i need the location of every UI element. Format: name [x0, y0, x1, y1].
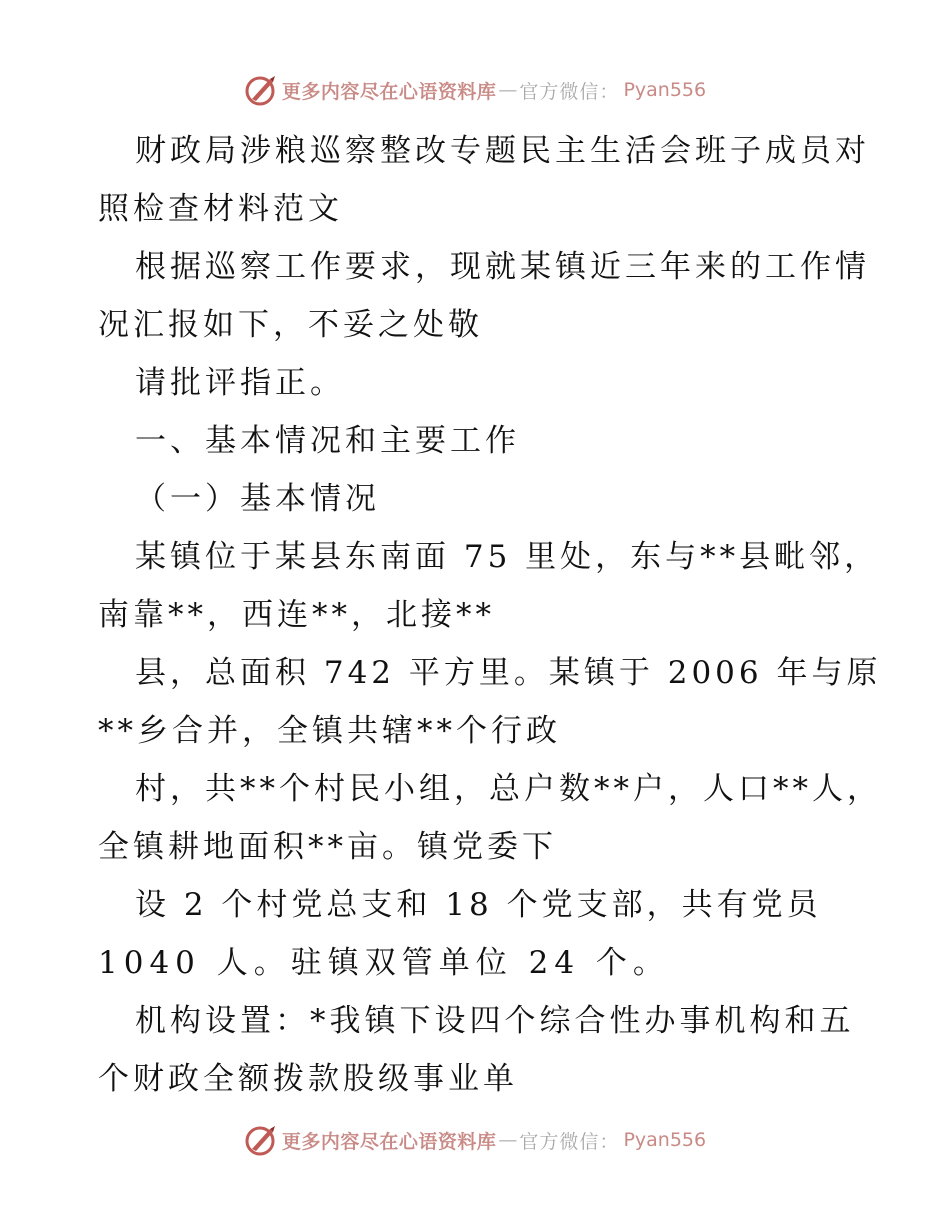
- document-body: [98, 122, 888, 1108]
- body-line: 1040 人。驻镇双管单位 24 个。: [98, 945, 670, 981]
- document-title-line-2: 照检查材料范文: [98, 191, 343, 227]
- body-line: 请批评指正。: [135, 365, 345, 401]
- banner-brand-text: 更多内容尽在心语资料库: [281, 1130, 497, 1153]
- subsection-heading: （一）基本情况: [135, 481, 380, 517]
- body-line: 全镇耕地面积**亩。镇党委下: [98, 829, 557, 865]
- body-line: 县，总面积 742 平方里。某镇于 2006 年与原: [135, 655, 882, 691]
- quill-logo-icon: [244, 73, 278, 107]
- banner-dash: —: [498, 79, 518, 101]
- body-line: 机构设置：*我镇下设四个综合性办事机构和五: [135, 1003, 855, 1039]
- body-line: **乡合并，全镇共辖**个行政: [98, 713, 561, 749]
- body-line: 村，共**个村民小组，总户数**户，人口**人，: [135, 771, 882, 807]
- body-line: 根据巡察工作要求，现就某镇近三年来的工作情: [135, 249, 870, 285]
- banner-dash: —: [498, 1129, 518, 1151]
- body-line: 南靠**，西连**，北接**: [98, 597, 495, 633]
- document-title-line-1: 财政局涉粮巡察整改专题民主生活会班子成员对: [135, 133, 870, 169]
- body-line: 个财政全额拨款股级事业单: [98, 1061, 518, 1097]
- quill-logo-icon: [244, 1123, 278, 1157]
- footer-watermark-banner: [0, 1120, 950, 1160]
- banner-wechat-id: Pyan556: [623, 79, 707, 101]
- banner-wechat-label: 官方微信：: [519, 80, 620, 103]
- body-line: 况汇报如下，不妥之处敬: [98, 307, 483, 343]
- banner-wechat-id: Pyan556: [623, 1129, 707, 1151]
- body-line: 设 2 个村党总支和 18 个党支部，共有党员: [135, 887, 822, 923]
- banner-wechat-label: 官方微信：: [519, 1130, 620, 1153]
- section-heading: 一、基本情况和主要工作: [135, 423, 520, 459]
- banner-brand-text: 更多内容尽在心语资料库: [281, 80, 497, 103]
- header-watermark-banner: [0, 70, 950, 110]
- body-line: 某镇位于某县东南面 75 里处，东与**县毗邻，: [135, 539, 880, 575]
